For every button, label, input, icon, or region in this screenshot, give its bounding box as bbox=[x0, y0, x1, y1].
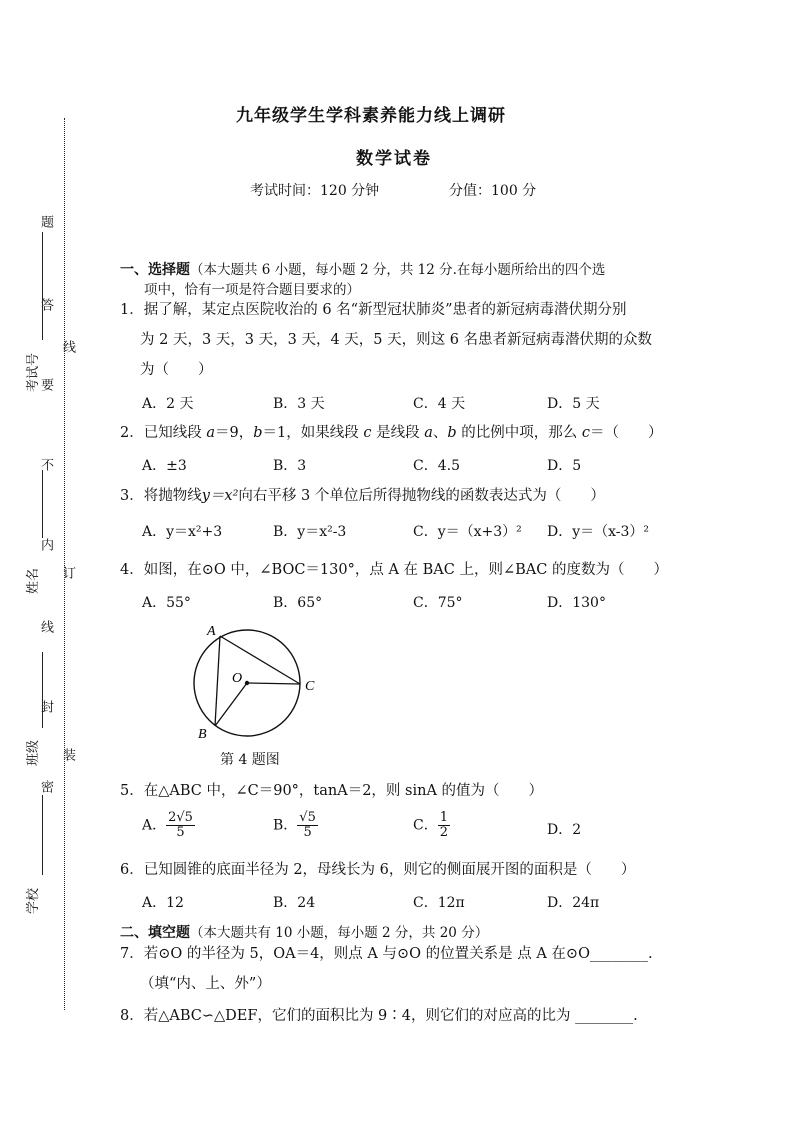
q6-option-c[interactable]: C．12π bbox=[413, 895, 465, 911]
q4-radius-oc bbox=[247, 683, 300, 684]
q6-option-d[interactable]: D．24π bbox=[547, 895, 600, 911]
margin-char-xian2: 线 bbox=[38, 620, 53, 633]
q5-option-a[interactable]: A． $\frac{2√5}{5}$ bbox=[142, 810, 193, 840]
section2-heading: 二、填空题 bbox=[120, 925, 190, 941]
q4-center-point bbox=[245, 681, 249, 685]
margin-char-xian: 线 bbox=[60, 340, 75, 353]
margin-char-yao: 要 bbox=[38, 378, 53, 391]
field-label-class: 班级 bbox=[26, 739, 41, 766]
q7-line2: （填“内、上、外”） bbox=[140, 976, 271, 992]
section2-note: （本大题共有 10 小题，每小题 2 分，共 20 分） bbox=[190, 925, 489, 941]
q4-figure-caption: 第 4 题图 bbox=[220, 752, 280, 768]
margin-char-zhuang: 装 bbox=[60, 748, 75, 761]
q3-option-b[interactable]: B．y＝x²-3 bbox=[273, 524, 347, 540]
q4-radius-ob bbox=[215, 683, 247, 726]
q4-figure bbox=[186, 618, 336, 748]
q5-option-b[interactable]: B． $\frac{√5}{5}$ bbox=[273, 810, 316, 840]
margin-char-feng: 封 bbox=[38, 700, 53, 713]
q1-option-b[interactable]: B．3 天 bbox=[273, 396, 325, 412]
q3-text: 3．将抛物线y＝x²向右平移 3 个单位后所得抛物线的函数表达式为（ ） bbox=[120, 488, 605, 504]
q4-text: 4．如图，在⊙O 中，∠BOC＝130°，点 A 在 BAC 上，则∠BAC 的度数为（ ） bbox=[120, 562, 668, 578]
q2-option-d[interactable]: D．5 bbox=[547, 458, 582, 474]
field-line-exam-number bbox=[42, 232, 43, 340]
section2-heading-line bbox=[120, 921, 488, 942]
q4-option-d[interactable]: D．130° bbox=[547, 595, 606, 611]
q2-option-c[interactable]: C．4.5 bbox=[413, 458, 460, 474]
margin-char-bu: 不 bbox=[38, 458, 53, 471]
field-line-class bbox=[42, 652, 43, 728]
exam-time: 考试时间：120 分钟 bbox=[250, 183, 380, 199]
margin-char-ti: 题 bbox=[38, 215, 53, 228]
q4-option-b[interactable]: B．65° bbox=[273, 595, 323, 611]
margin-char-nei: 内 bbox=[38, 538, 53, 551]
exam-title: 九年级学生学科素养能力线上调研 bbox=[236, 106, 506, 126]
section1-heading: 一、选择题 bbox=[120, 262, 190, 278]
q1-option-d[interactable]: D．5 天 bbox=[547, 396, 600, 412]
margin-char-mi: 密 bbox=[38, 780, 53, 793]
exam-subtitle: 数学试卷 bbox=[356, 149, 432, 169]
q4-chord-ab bbox=[215, 636, 220, 726]
q3-option-c[interactable]: C．y＝（x+3）² bbox=[413, 524, 522, 540]
q4-label-a: A bbox=[207, 624, 216, 639]
section1-note-line1: （本大题共 6 小题，每小题 2 分，共 12 分.在每小题所给出的四个选 bbox=[190, 262, 606, 278]
field-label-exam-number: 考试号 bbox=[26, 352, 41, 392]
q4-label-b: B bbox=[198, 727, 207, 742]
q5-option-c[interactable]: C． $\frac{1}{2}$ bbox=[413, 810, 448, 840]
q5-text: 5．在△ABC 中，∠C＝90°，tanA＝2，则 sinA 的值为（ ） bbox=[120, 783, 544, 799]
q7-line1: 7．若⊙O 的半径为 5，OA＝4，则点 A 与⊙O 的位置关系是 点 A 在⊙O________. bbox=[120, 946, 653, 962]
q5-option-d[interactable]: D．2 bbox=[547, 822, 582, 838]
q1-line2: 为 2 天，3 天，3 天，3 天，4 天，5 天，则这 6 名患者新冠病毒潜伏期的众数 bbox=[140, 332, 653, 348]
q2-option-a[interactable]: A．±3 bbox=[142, 458, 187, 474]
q4-option-c[interactable]: C．75° bbox=[413, 595, 463, 611]
section1-note-line2: 项中，恰有一项是符合题目要求的） bbox=[144, 282, 360, 298]
binding-dotted-line bbox=[64, 118, 65, 1010]
q3-option-a[interactable]: A．y＝x²+3 bbox=[142, 524, 223, 540]
field-label-school: 学校 bbox=[26, 887, 41, 914]
q1-option-c[interactable]: C．4 天 bbox=[413, 396, 466, 412]
q1-line3: 为（ ） bbox=[140, 362, 213, 378]
q6-text: 6．已知圆锥的底面半径为 2，母线长为 6，则它的侧面展开图的面积是（ ） bbox=[120, 862, 636, 878]
q8-text: 8．若△ABC∽△DEF，它们的面积比为 9∶4，则它们的对应高的比为 ________. bbox=[120, 1008, 638, 1024]
field-label-name: 姓名 bbox=[26, 567, 41, 594]
q1-line1: 1．据了解，某定点医院收治的 6 名“新型冠状肺炎”患者的新冠病毒潜伏期分别 bbox=[120, 302, 627, 318]
q1-option-a[interactable]: A．2 天 bbox=[142, 396, 194, 412]
section1-heading-line1 bbox=[120, 258, 605, 279]
q2-text: 2．已知线段 a＝9，b＝1，如果线段 c 是线段 a、b 的比例中项，那么 c＝（ ） bbox=[120, 425, 663, 441]
q2-option-b[interactable]: B．3 bbox=[273, 458, 307, 474]
q6-option-b[interactable]: B．24 bbox=[273, 895, 316, 911]
margin-char-da: 答 bbox=[38, 298, 53, 311]
q6-option-a[interactable]: A．12 bbox=[142, 895, 184, 911]
margin-char-ding: 订 bbox=[60, 566, 75, 579]
q4-label-c: C bbox=[305, 679, 315, 694]
q3-option-d[interactable]: D．y＝（x-3）² bbox=[547, 524, 650, 540]
exam-score: 分值：100 分 bbox=[449, 183, 537, 199]
q4-label-o: O bbox=[232, 671, 243, 686]
q4-option-a[interactable]: A．55° bbox=[142, 595, 191, 611]
field-line-school bbox=[42, 795, 43, 875]
field-line-name bbox=[42, 470, 43, 538]
